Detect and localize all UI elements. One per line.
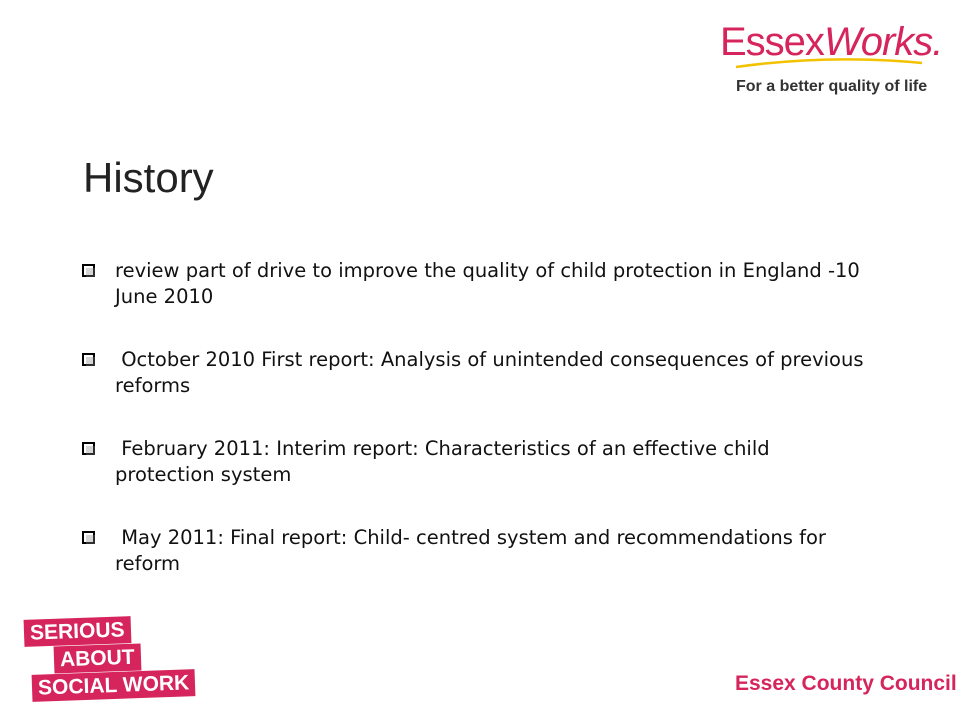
bullet-item bbox=[82, 258, 872, 310]
bullet-item bbox=[82, 436, 872, 488]
checkbox-bullet-icon bbox=[82, 442, 95, 455]
bullet-text: October 2010 First report: Analysis of unintended consequences of previous reforms bbox=[115, 348, 870, 397]
logo-wordmark-works: Works. bbox=[823, 20, 943, 64]
bullet-item bbox=[82, 347, 872, 399]
campaign-line-social-work: SOCIAL WORK bbox=[32, 669, 196, 702]
bullet-list bbox=[82, 258, 872, 614]
bullet-item bbox=[82, 525, 872, 577]
campaign-line-serious: SERIOUS bbox=[24, 616, 131, 647]
logo-wordmark-essex: Essex bbox=[720, 20, 824, 64]
checkbox-bullet-icon bbox=[82, 264, 95, 277]
checkbox-bullet-icon bbox=[82, 353, 95, 366]
essexworks-logo bbox=[720, 18, 950, 96]
checkbox-bullet-icon bbox=[82, 531, 95, 544]
bullet-text: review part of drive to improve the quality of child protection in England -10 June 2010 bbox=[115, 259, 867, 308]
serious-about-social-work-logo bbox=[24, 618, 190, 700]
campaign-line-about: ABOUT bbox=[54, 643, 142, 673]
bullet-text: February 2011: Interim report: Characteristics of an effective child protection system bbox=[115, 437, 776, 486]
logo-wordmark bbox=[720, 18, 950, 66]
logo-swoosh-icon bbox=[734, 56, 924, 70]
bullet-text: May 2011: Final report: Child- centred system and recommendations for reform bbox=[115, 526, 833, 575]
slide-title: History bbox=[83, 154, 214, 201]
council-name: Essex County Council bbox=[735, 672, 957, 695]
logo-tagline: For a better quality of life bbox=[736, 78, 928, 95]
